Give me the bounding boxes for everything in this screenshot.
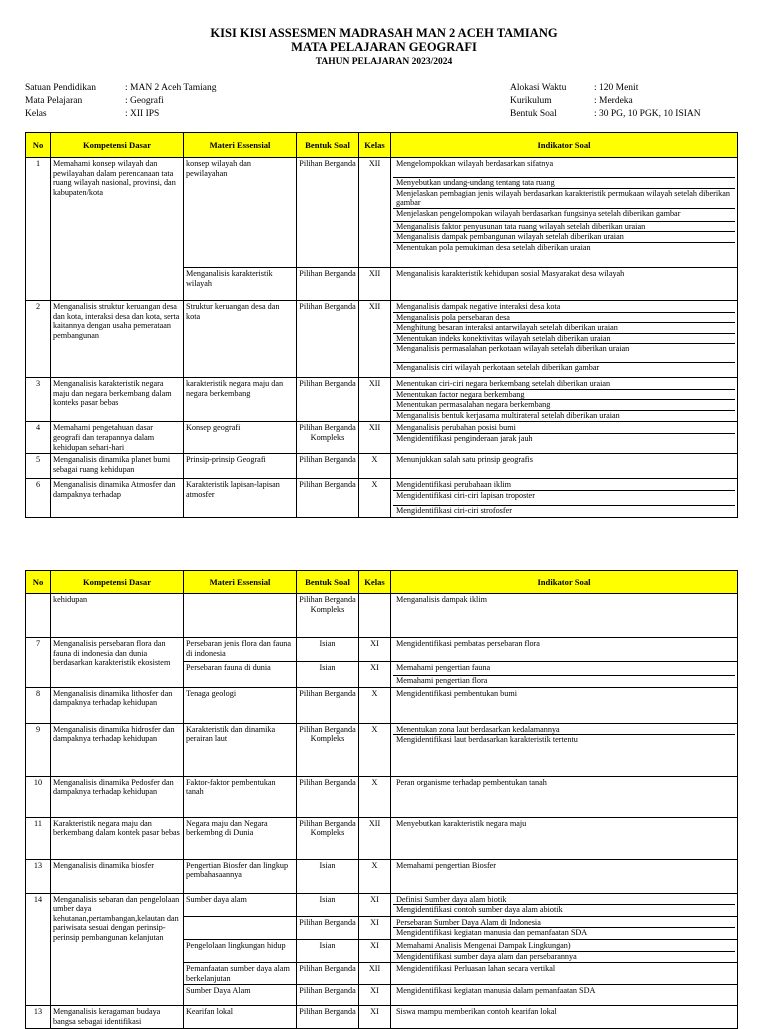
indikator-line: Mengidentifikasi ciri-ciri lapisan troposter	[393, 491, 735, 506]
meta-value: : Geografi	[125, 96, 164, 106]
kelas-cell: X	[359, 859, 391, 893]
indikator-line: Persebaran Sumber Daya Alam di Indonesia	[393, 918, 735, 929]
indikator-soal-cell	[391, 985, 738, 1006]
indikator-line: Mengidentifikasi pembentukan bumi	[396, 688, 517, 698]
bentuk-soal-cell: Isian	[297, 662, 359, 688]
indikator-soal-cell	[391, 454, 738, 479]
table-header-row	[26, 571, 738, 594]
kelas-cell: XII	[359, 422, 391, 454]
header-kelas: Kelas	[359, 571, 391, 594]
indikator-soal-cell	[391, 1006, 738, 1028]
indikator-line: Menganalisis ciri wilayah perkotaan setelah diberikan gambar	[396, 363, 600, 373]
header-kompetensi-dasar: Kompetensi Dasar	[51, 571, 184, 594]
indikator-line: Memahami pengertian fauna	[393, 663, 735, 676]
kelas-cell	[359, 594, 391, 638]
kelas-cell: XI	[359, 939, 391, 962]
indikator-soal-cell	[391, 859, 738, 893]
indikator-line: Mengidentifikasi perubahaan iklim	[393, 480, 735, 491]
kompetensi-dasar-cell: Menganalisis dinamika Atmosfer dan dampaknya terhadap	[51, 479, 184, 518]
indikator-line: Menjelaskan pembagian jenis wilayah berdasarkan karakteristik permukaan wilayah setelah diberikan gambar	[393, 189, 735, 209]
indikator-line: Definisi Sumber daya alam biotik	[393, 895, 735, 906]
meta-value: : Merdeka	[594, 96, 633, 106]
indikator-soal-cell	[391, 776, 738, 817]
meta-label: Alokasi Waktu	[510, 83, 567, 93]
table-row	[26, 594, 738, 638]
materi-essensial-cell: karakteristik negara maju dan negara berkembang	[184, 378, 297, 422]
indikator-line: Mengidentifikasi sumber daya alam dan persebarannya	[396, 951, 577, 961]
bentuk-soal-cell: Pilihan Berganda	[297, 776, 359, 817]
kelas-cell: XI	[359, 662, 391, 688]
header-indikator-soal: Indikator Soal	[391, 133, 738, 158]
table-row	[26, 422, 738, 454]
indikator-soal-cell	[391, 916, 738, 939]
table-row	[26, 378, 738, 422]
row-number: 13	[26, 859, 51, 893]
indikator-line: Menyebutkan karakteristik negara maju	[396, 818, 527, 828]
materi-essensial-cell: Karakteristik lapisan-lapisan atmosfer	[184, 479, 297, 518]
kompetensi-dasar-cell: Menganalisis dinamika planet bumi sebagai ruang kehidupan	[51, 454, 184, 479]
bentuk-soal-cell: Pilihan Berganda	[297, 1006, 359, 1028]
header-no: No	[26, 133, 51, 158]
row-number: 13	[26, 1006, 51, 1028]
bentuk-soal-cell: Pilihan Berganda Kompleks	[297, 817, 359, 859]
bentuk-soal-cell: Pilihan Berganda	[297, 479, 359, 518]
kelas-cell: X	[359, 687, 391, 723]
indikator-line: Menentukan indeks konektivitas wilayah setelah diberikan uraian	[393, 334, 735, 345]
indikator-soal-cell	[391, 817, 738, 859]
row-number: 14	[26, 893, 51, 1006]
kompetensi-dasar-cell: Menganalisis sebaran dan pengelolaan umber daya kehutanan,pertambangan,kelautan dan pariwisata sesuai dengan perinsip-perinsip pembangunan kelanjutan	[51, 893, 184, 1006]
bentuk-soal-cell: Isian	[297, 859, 359, 893]
materi-essensial-cell: Pemanfaatan sumber daya alam berkelanjutan	[184, 963, 297, 985]
kompetensi-dasar-cell: Menganalisis dinamika lithosfer dan dampaknya terhadap kehidupan	[51, 687, 184, 723]
indikator-soal-cell	[391, 594, 738, 638]
indikator-line: Mengidentifikasi kegiatan manusia dan pemanfaatan SDA	[396, 928, 588, 938]
row-number: 4	[26, 422, 51, 454]
bentuk-soal-cell: Pilihan Berganda	[297, 916, 359, 939]
bentuk-soal-cell: Pilihan Berganda	[297, 687, 359, 723]
meta-value: : XII IPS	[125, 109, 160, 119]
kompetensi-dasar-cell: Menganalisis struktur keruangan desa dan kota, interaksi desa dan kota, serta kaitannya dengan usaha pemerataan pembangunan	[51, 301, 184, 378]
meta-value: : 120 Menit	[594, 83, 639, 93]
row-number: 1	[26, 158, 51, 301]
indikator-soal-cell	[391, 301, 738, 378]
kelas-cell: XI	[359, 893, 391, 916]
materi-essensial-cell: Sumber Daya Alam	[184, 985, 297, 1006]
bentuk-soal-cell: Isian	[297, 638, 359, 662]
indikator-line: Menjelaskan pengelompokan wilayah berdasarkan fungsinya setelah diberikan gambar	[393, 209, 735, 222]
kelas-cell: X	[359, 479, 391, 518]
indikator-line: Memahami Analisis Mengenai Dampak Lingkungan)	[393, 941, 735, 952]
materi-essensial-cell: Pengelolaan lingkungan hidup	[184, 939, 297, 962]
materi-essensial-cell: Struktur keruangan desa dan kota	[184, 301, 297, 378]
materi-essensial-cell	[184, 594, 297, 638]
indikator-line: Peran organisme terhadap pembentukan tanah	[396, 777, 547, 787]
header-kompetensi-dasar: Kompetensi Dasar	[51, 133, 184, 158]
indikator-line: Menganalisis permasalahan perkotaan wilayah setelah diberikan uraian	[393, 344, 735, 363]
indikator-line: Menyebutkan undang-undang tentang tata ruang	[393, 178, 735, 189]
bentuk-soal-cell: Pilihan Berganda	[297, 301, 359, 378]
table-row	[26, 301, 738, 378]
row-number	[26, 594, 51, 638]
indikator-line: Menghitung besaran interaksi antarwilayah setelah diberikan uraian	[393, 323, 735, 334]
table-row	[26, 859, 738, 893]
indikator-line: Mengidentifikasi ciri-ciri strofosfer	[396, 505, 512, 515]
header-bentuk-soal: Bentuk Soal	[297, 133, 359, 158]
kompetensi-dasar-cell: Menganalisis persebaran flora dan fauna di indonesia dan dunia berdasarkan karakteristik ekosistem	[51, 638, 184, 688]
indikator-soal-cell	[391, 268, 738, 301]
header-indikator-soal: Indikator Soal	[391, 571, 738, 594]
indikator-line: Menganalisis dampak pembangunan wilayah setelah diberikan uraian	[393, 232, 735, 243]
materi-essensial-cell: Konsep geografi	[184, 422, 297, 454]
indikator-soal-cell	[391, 422, 738, 454]
kelas-cell: X	[359, 723, 391, 776]
row-number: 3	[26, 378, 51, 422]
kompetensi-dasar-cell: Memahami pengetahuan dasar geografi dan terapannya dalam kehidupan sehari-hari	[51, 422, 184, 454]
subject-title: MATA PELAJARAN GEOGRAFI	[291, 40, 477, 54]
indikator-line: Menganalisis faktor penyusunan tata ruang wilayah setelah diberikan uraian	[393, 222, 735, 233]
materi-essensial-cell: Prinsip-prinsip Geografi	[184, 454, 297, 479]
meta-value: : 30 PG, 10 PGK, 10 ISIAN	[594, 109, 701, 119]
table-body	[26, 158, 738, 518]
table-row	[26, 158, 738, 268]
kompetensi-dasar-cell: kehidupan	[51, 594, 184, 638]
meta-label: Satuan Pendidikan	[25, 83, 96, 93]
meta-value: : MAN 2 Aceh Tamiang	[125, 83, 217, 93]
materi-essensial-cell: Negara maju dan Negara berkembng di Dunia	[184, 817, 297, 859]
indikator-line: Memahami pengertian flora	[396, 676, 488, 685]
kelas-cell: XI	[359, 1006, 391, 1028]
table-row	[26, 454, 738, 479]
kelas-cell: XII	[359, 268, 391, 301]
meta-info-left	[25, 82, 285, 122]
table-row	[26, 687, 738, 723]
meta-info-right	[510, 82, 750, 122]
indikator-soal-cell	[391, 378, 738, 422]
indikator-line: Menentukan zona laut berdasarkan kedalamannya	[393, 725, 735, 736]
row-number: 5	[26, 454, 51, 479]
materi-essensial-cell: Kearifan lokal	[184, 1006, 297, 1028]
table-row	[26, 479, 738, 518]
header-kelas: Kelas	[359, 133, 391, 158]
materi-essensial-cell: Karakteristik dan dinamika perairan laut	[184, 723, 297, 776]
bentuk-soal-cell: Pilihan Berganda Kompleks	[297, 594, 359, 638]
grid-table-page-2	[25, 570, 738, 1029]
indikator-line: Menganalisis pola persebaran desa	[393, 313, 735, 324]
indikator-line: Mengidentifikasi pembatas persebaran flora	[396, 639, 540, 648]
indikator-line: Menentukan factor negara berkembang	[393, 390, 735, 401]
bentuk-soal-cell: Pilihan Berganda	[297, 158, 359, 268]
indikator-line: Memahami pengertian Biosfer	[396, 860, 497, 870]
bentuk-soal-cell: Pilihan Berganda	[297, 963, 359, 985]
kelas-cell: X	[359, 454, 391, 479]
indikator-soal-cell	[391, 479, 738, 518]
row-number: 10	[26, 776, 51, 817]
materi-essensial-cell: Persebaran fauna di dunia	[184, 662, 297, 688]
indikator-line: Menganalisis dampak iklim	[396, 595, 487, 604]
indikator-line: Mengelompokkan wilayah berdasarkan sifatnya	[393, 159, 735, 178]
materi-essensial-cell: Tenaga geologi	[184, 687, 297, 723]
meta-label: Mata Pelajaran	[25, 96, 83, 106]
bentuk-soal-cell: Isian	[297, 939, 359, 962]
materi-essensial-cell: Persebaran jenis flora dan fauna di indonesia	[184, 638, 297, 662]
meta-label: Kurikulum	[510, 96, 552, 106]
indikator-line: Menunjukkan salah satu prinsip geografis	[396, 455, 533, 465]
indikator-line: Menganalisis bentuk kerjasama multirateral setelah diberikan uraian	[396, 410, 620, 420]
row-number: 8	[26, 687, 51, 723]
kompetensi-dasar-cell: Menganalisis dinamika Pedosfer dan dampaknya terhadap kehidupan	[51, 776, 184, 817]
indikator-soal-cell	[391, 893, 738, 916]
header-bentuk-soal: Bentuk Soal	[297, 571, 359, 594]
indikator-soal-cell	[391, 939, 738, 962]
indikator-soal-cell	[391, 963, 738, 985]
table-row	[26, 776, 738, 817]
grid-table-page-1	[25, 132, 738, 518]
kompetensi-dasar-cell: Menganalisis dinamika hidrosfer dan dampaknya terhadap kehidupan	[51, 723, 184, 776]
bentuk-soal-cell: Pilihan Berganda	[297, 268, 359, 301]
row-number: 11	[26, 817, 51, 859]
row-number: 9	[26, 723, 51, 776]
table-header-row	[26, 133, 738, 158]
indikator-soal-cell	[391, 638, 738, 662]
indikator-line: Menentukan permasalahan negara berkembang	[393, 400, 735, 411]
materi-essensial-cell	[184, 916, 297, 939]
materi-essensial-cell: konsep wilayah dan pewilayahan	[184, 158, 297, 268]
kompetensi-dasar-cell: Karakteristik negara maju dan berkembang dalam kontek pasar bebas	[51, 817, 184, 859]
kelas-cell: XII	[359, 301, 391, 378]
kelas-cell: XI	[359, 916, 391, 939]
indikator-line: Mengidentifikasi contoh sumber daya alam abiotik	[396, 905, 563, 915]
header-materi-essensial: Materi Essensial	[184, 571, 297, 594]
materi-essensial-cell: Menganalisis karakteristik wilayah	[184, 268, 297, 301]
kompetensi-dasar-cell: Menganalisis dinamika biosfer	[51, 859, 184, 893]
table-row	[26, 723, 738, 776]
kelas-cell: XII	[359, 378, 391, 422]
materi-essensial-cell: Faktor-faktor pembentukan tanah	[184, 776, 297, 817]
bentuk-soal-cell: Pilihan Berganda	[297, 378, 359, 422]
meta-label: Kelas	[25, 109, 47, 119]
indikator-line: Menentukan pola pemukiman desa setelah diberikan uraian	[396, 242, 591, 252]
header-no: No	[26, 571, 51, 594]
materi-essensial-cell: Sumber daya alam	[184, 893, 297, 916]
row-number: 7	[26, 638, 51, 688]
indikator-soal-cell	[391, 723, 738, 776]
kompetensi-dasar-cell: Menganalisis keragaman budaya bangsa sebagai identifikasi	[51, 1006, 184, 1028]
meta-label: Bentuk Soal	[510, 109, 557, 119]
indikator-soal-cell	[391, 158, 738, 268]
kelas-cell: XII	[359, 817, 391, 859]
indikator-line: Mengidentifikasi kegiatan manusia dalam pemanfaatan SDA	[396, 986, 596, 996]
table-row	[26, 638, 738, 662]
bentuk-soal-cell: Isian	[297, 893, 359, 916]
kompetensi-dasar-cell: Memahami konsep wilayah dan pewilayahan dalam perencanaan tata ruang wilayah nasional, provinsi, dan kabupaten/kota	[51, 158, 184, 301]
kelas-cell: XI	[359, 638, 391, 662]
row-number: 2	[26, 301, 51, 378]
kelas-cell: X	[359, 776, 391, 817]
header-materi-essensial: Materi Essensial	[184, 133, 297, 158]
kelas-cell: XII	[359, 158, 391, 268]
indikator-line: Siswa mampu memberikan contoh kearifan lokal	[396, 1007, 557, 1017]
bentuk-soal-cell: Pilihan Berganda Kompleks	[297, 422, 359, 454]
kompetensi-dasar-cell: Menganalisis karakteristik negara maju dan negara berkembang dalam konteks pasar bebas	[51, 378, 184, 422]
materi-essensial-cell: Pengertian Biosfer dan lingkup pembahasaannya	[184, 859, 297, 893]
table-row	[26, 1006, 738, 1028]
kelas-cell: XII	[359, 963, 391, 985]
kelas-cell: XI	[359, 985, 391, 1006]
bentuk-soal-cell: Pilihan Berganda	[297, 985, 359, 1006]
indikator-line: Mengidentifikasi laut berdasarkan karakteristik tertentu	[396, 735, 578, 745]
table-row	[26, 817, 738, 859]
indikator-line: Mengidentifikasi penginderaan jarak jauh	[396, 433, 533, 443]
document-title: KISI KISI ASSESMEN MADRASAH MAN 2 ACEH TAMIANG	[210, 26, 558, 40]
bentuk-soal-cell: Pilihan Berganda	[297, 454, 359, 479]
indikator-soal-cell	[391, 662, 738, 688]
indikator-line: Menganalisis perubahan posisi bumi	[393, 423, 735, 434]
bentuk-soal-cell: Pilihan Berganda Kompleks	[297, 723, 359, 776]
indikator-line: Mengidentifikasi Perluasan lahan secara vertikal	[396, 964, 556, 974]
indikator-soal-cell	[391, 687, 738, 723]
indikator-line: Menganalisis karakteristik kehidupan sosial Masyarakat desa wilayah	[396, 269, 625, 278]
academic-year: TAHUN PELAJARAN 2023/2024	[315, 57, 453, 67]
indikator-line: Menganalisis dampak negative interaksi desa kota	[393, 302, 735, 313]
table-row	[26, 893, 738, 916]
row-number: 6	[26, 479, 51, 518]
table-body	[26, 594, 738, 1029]
indikator-line: Menentukan ciri-ciri negara berkembang setelah diberikan uraian	[393, 379, 735, 390]
